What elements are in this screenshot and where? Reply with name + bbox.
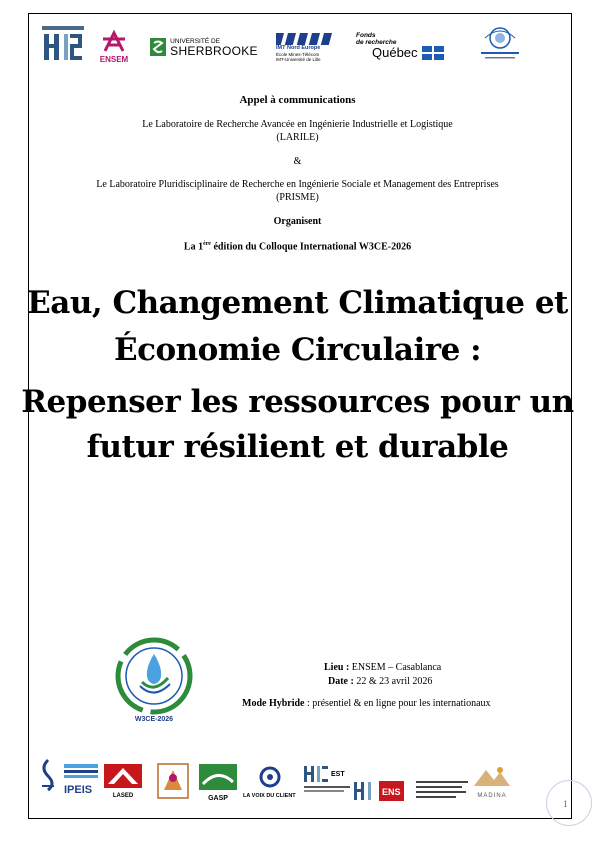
imt-logo — [276, 30, 340, 64]
est-logo — [304, 766, 350, 800]
date-label: Date : — [328, 676, 354, 687]
gasp-logo — [199, 764, 237, 804]
w3ce-event-logo — [110, 636, 198, 728]
ens-text: ENS — [382, 787, 401, 797]
lab2-name: Le Laboratoire Pluridisciplinaire de Recherche en Ingénierie Sociale et Management des Entreprises — [96, 179, 499, 190]
university-seal-logo — [156, 760, 190, 800]
sherbrooke-logo — [148, 34, 260, 60]
title-line4: futur résilient et durable — [86, 429, 509, 465]
lab1-acronym: (LARILE) — [276, 132, 319, 143]
ens-logo — [354, 780, 414, 802]
call-heading: Appel à communications — [239, 94, 356, 106]
mode-value: : présentiel & en ligne pour les internationaux — [304, 698, 491, 709]
ens-badge — [379, 781, 404, 801]
frq-line1: Fonds — [356, 32, 376, 39]
organisent: Organisent — [273, 216, 322, 227]
page-number-circle — [546, 780, 592, 826]
header-logo-row — [36, 22, 566, 72]
lased-text: LASED — [112, 793, 134, 799]
sherbrooke-line2: SHERBROOKE — [170, 43, 258, 58]
gasp-text: GASP — [208, 795, 228, 802]
date-line — [328, 675, 432, 689]
date-value: 22 & 23 avril 2026 — [353, 676, 433, 687]
edition-post: édition du Colloque International W3CE-2026 — [210, 241, 412, 253]
voix-text: LA VOIX DU CLIENT — [243, 793, 296, 799]
imt-line3: IMT-Université de Lille — [276, 56, 321, 62]
lab1-name: Le Laboratoire de Recherche Avancée en Ingénierie Industrielle et Logistique — [142, 119, 453, 130]
w3ce-logo-label: W3CE-2026 — [134, 716, 174, 723]
ampersand: & — [293, 156, 302, 167]
ensem-logo — [94, 22, 134, 68]
sherbrooke-line1: UNIVERSITÉ DE — [170, 37, 220, 45]
lieu-line — [324, 661, 441, 675]
lieu-value: ENSEM – Casablanca — [349, 662, 442, 673]
lab2-acronym: (PRISME) — [276, 192, 319, 203]
frq-line3: Québec — [372, 45, 418, 60]
frq-logo — [356, 28, 456, 64]
quebec-flag-icon — [422, 46, 444, 60]
madina-logo — [470, 764, 514, 800]
lieu-label: Lieu : — [324, 662, 350, 673]
lased-logo — [104, 764, 144, 804]
title-line2: Économie Circulaire : — [113, 332, 482, 368]
sfax-logo — [36, 758, 60, 802]
voix-client-logo — [243, 766, 299, 802]
ipeis-text: IPEIS — [64, 784, 93, 796]
title-line1: Eau, Changement Climatique et — [27, 285, 568, 321]
mode-label: Mode Hybride — [242, 698, 305, 709]
page-number: 1 — [563, 799, 568, 809]
imt-line2: École Mines-Télécom — [276, 51, 320, 57]
est-text: EST — [331, 770, 345, 778]
madina-text: MADINA — [477, 793, 507, 799]
title-line3: Repenser les ressources pour un — [21, 384, 574, 420]
cnrst-logo — [472, 22, 528, 66]
edition-pre: La 1 — [183, 241, 204, 253]
ipeis-logo — [64, 764, 98, 798]
imt-line1: IMT Nord Europe — [276, 44, 321, 51]
uh2c-logo — [40, 24, 86, 64]
edition-sup: ère — [203, 241, 211, 247]
mode-line — [242, 697, 491, 711]
ensem-logo-text: ENSEM — [99, 54, 129, 64]
frq-line2: de recherche — [356, 39, 397, 46]
ens-arabic-text-logo — [416, 779, 468, 801]
edition-line — [0, 238, 595, 253]
